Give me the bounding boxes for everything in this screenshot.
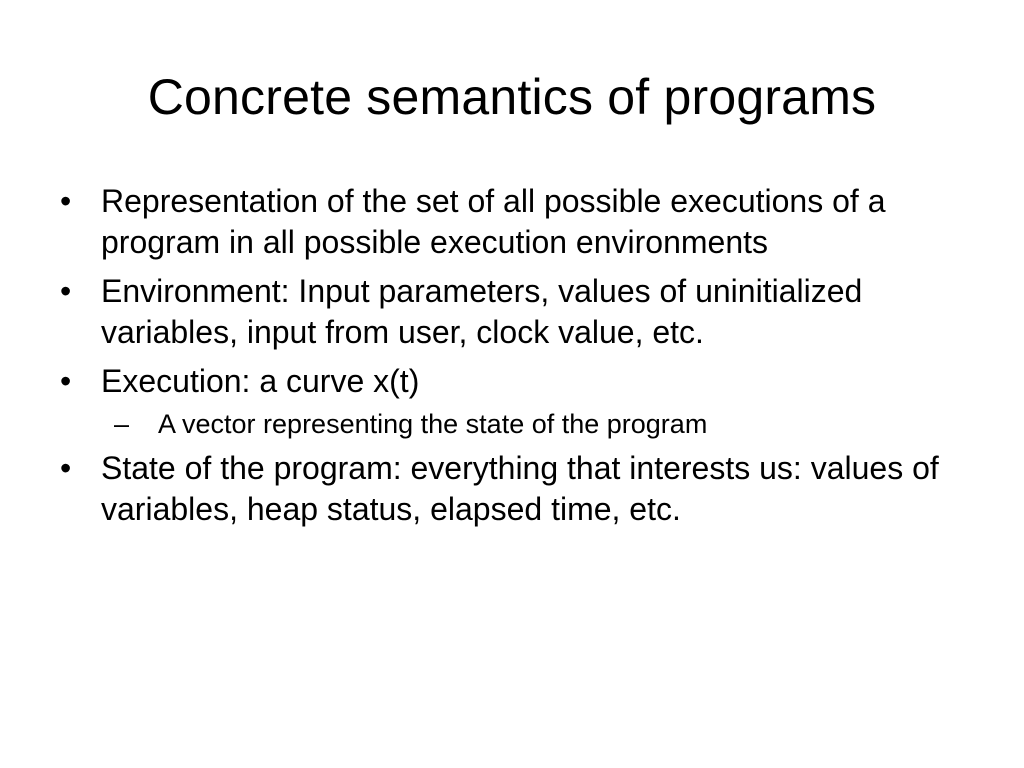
bullet-text: Execution: a curve x(t) [101,363,420,399]
bullet-dot-icon: • [60,450,72,486]
bullet-item [60,361,980,440]
bullet-item [60,181,980,263]
bullet-item [60,448,980,530]
bullet-dot-icon: • [60,273,72,309]
sub-bullet-text: A vector representing the state of the program [158,409,708,439]
sub-bullet-list [101,408,980,440]
bullet-text: Representation of the set of all possible executions of a program in all possible execution environments [101,183,886,260]
slide-title: Concrete semantics of programs [147,69,877,125]
bullet-item [60,271,980,353]
sub-bullet-item [114,408,980,440]
bullet-text: State of the program: everything that interests us: values of variables, heap status, elapsed time, etc. [101,450,939,527]
bullet-dot-icon: • [60,363,72,399]
bullet-dot-icon: • [60,183,72,219]
bullet-list [60,181,980,538]
bullet-text: Environment: Input parameters, values of uninitialized variables, input from user, clock value, etc. [101,273,863,350]
dash-icon: – [114,409,130,439]
